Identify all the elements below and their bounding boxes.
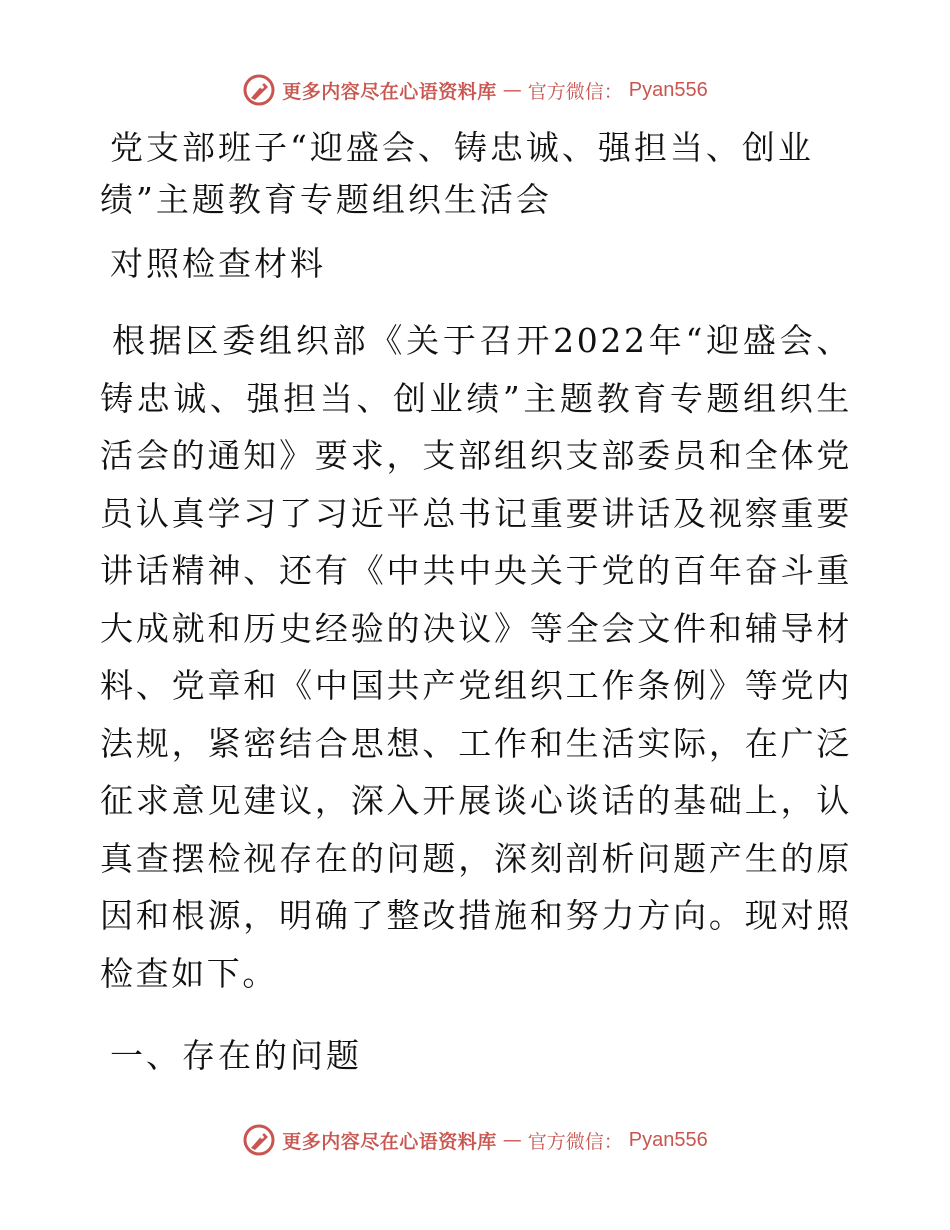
header-official-label: 官方微信：	[527, 80, 623, 103]
document-body	[100, 122, 852, 1082]
footer-separator: —	[502, 1129, 522, 1151]
document-subtitle: 对照检查材料	[110, 244, 326, 283]
pen-nib-circle-icon	[242, 73, 276, 107]
header-separator: —	[502, 79, 522, 101]
body-paragraph: 根据区委组织部《关于召开2022年“迎盛会、铸忠诚、强担当、创业绩”主题教育专题组织生活会的通知》要求，支部组织支部委员和全体党员认真学习了习近平总书记重要讲话及视察重要讲话精神、还有《中共中央关于党的百年奋斗重大成就和历史经验的决议》等全会文件和辅导材料、党章和《中国共产党组织工作条例》等党内法规，紧密结合思想、工作和生活实际，在广泛征求意见建议，深入开展谈心谈话的基础上，认真查摆检视存在的问题，深刻剖析问题产生的原因和根源，明确了整改措施和努力方向。现对照检查如下。	[100, 321, 852, 993]
footer-official-label: 官方微信：	[527, 1130, 623, 1153]
footer-banner	[0, 1120, 950, 1160]
header-brand-text: 更多内容尽在心语资料库	[282, 80, 497, 103]
header-account: Pyan556	[628, 78, 708, 101]
document-title: 党支部班子“迎盛会、铸忠诚、强担当、创业绩”主题教育专题组织生活会	[100, 128, 814, 219]
footer-account: Pyan556	[628, 1128, 708, 1151]
pen-nib-circle-icon	[242, 1123, 276, 1157]
footer-brand-text: 更多内容尽在心语资料库	[282, 1130, 497, 1153]
header-banner	[0, 70, 950, 110]
section-heading: 一、存在的问题	[110, 1036, 362, 1075]
